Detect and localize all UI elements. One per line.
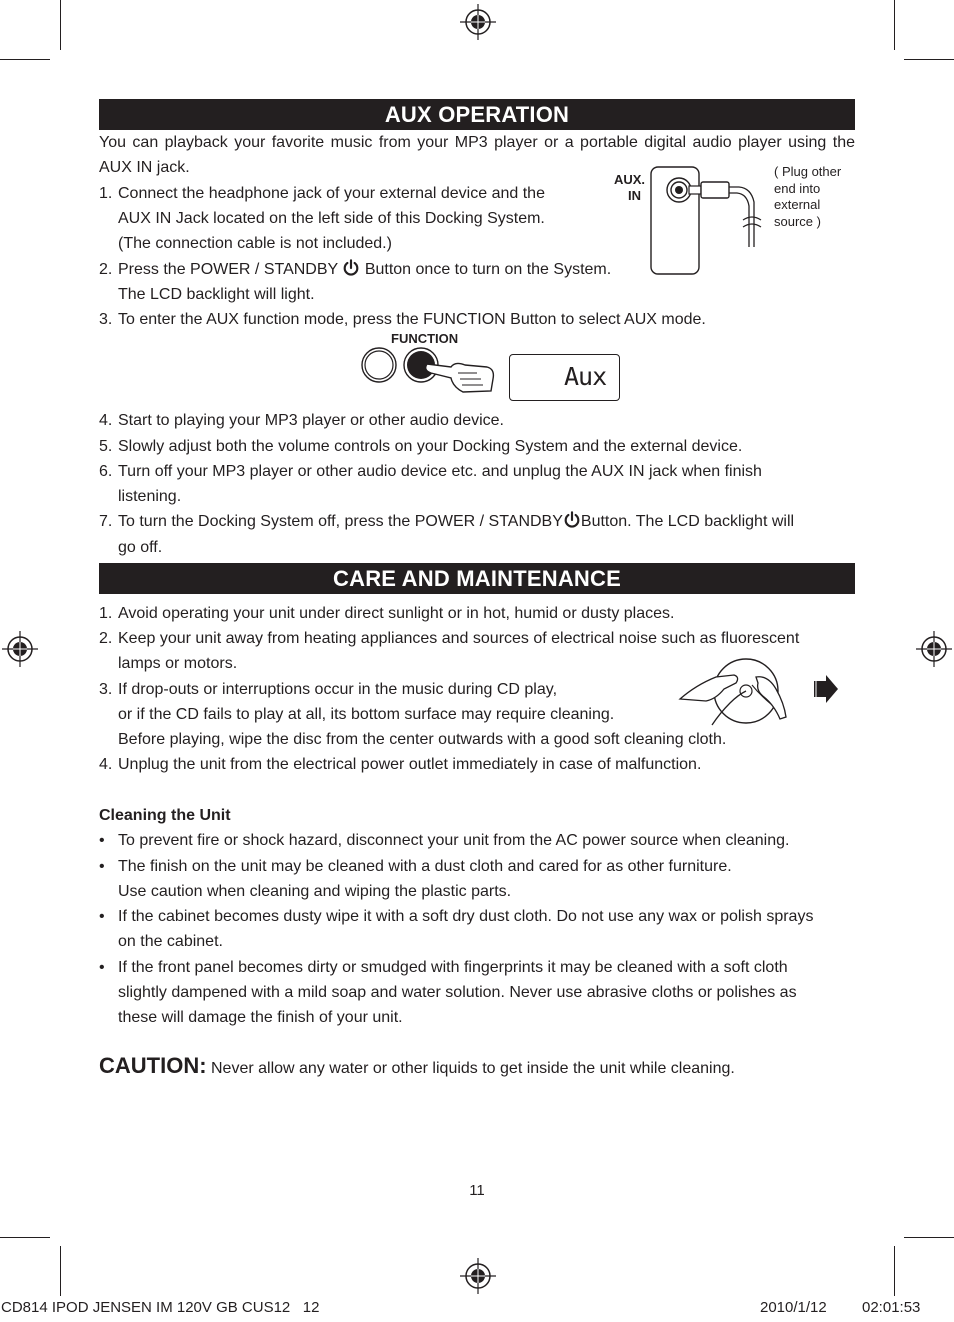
bullet: • [99,908,105,925]
crop-mark [904,1237,954,1238]
aux-note: end into [774,181,821,196]
cleaning-text: slightly dampened with a mild soap and water solution. Never use abrasive cloths or polishes as [118,984,797,1001]
step-text: AUX IN Jack located on the left side of this Docking System. [118,210,545,227]
crop-mark [904,59,954,60]
step-number: 6. [99,463,113,480]
step-text: Start to playing your MP3 player or other audio device. [118,412,504,429]
care-number: 1. [99,605,113,622]
crop-mark [60,0,61,50]
care-text: lamps or motors. [118,655,238,672]
aux-label: IN [628,188,641,203]
step-text-part: To turn the Docking System off, press the POWER / STANDBY [118,513,563,530]
cleaning-text: If the front panel becomes dirty or smudged with fingerprints it may be cleaned with a soft cloth [118,959,788,976]
step-text: The LCD backlight will light. [118,286,315,303]
step-text: listening. [118,488,182,505]
registration-mark-icon [1,630,39,668]
care-number: 3. [99,681,113,698]
power-icon [563,511,581,529]
cleaning-heading: Cleaning the Unit [99,807,231,824]
aux-note: source ) [774,214,821,229]
registration-mark-icon [915,630,953,668]
registration-mark-icon [459,1257,497,1295]
cleaning-text: The finish on the unit may be cleaned with a dust cloth and cared for as other furniture. [118,858,732,875]
step-text [118,257,611,282]
step-text-part: Button once to turn on the System. [364,261,612,278]
cleaning-text: If the cabinet becomes dusty wipe it with a soft dry dust cloth. Do not use any wax or polish sprays [118,908,814,925]
care-text: or if the CD fails to play at all, its bottom surface may require cleaning. [118,706,615,723]
step-number: 1. [99,185,113,202]
cd-cleaning-illustration [676,655,842,727]
step-text [118,509,794,534]
aux-jack-diagram [645,162,770,278]
aux-intro: You can playback your favorite music from your MP3 player or a portable digital audio player using the AUX IN jack. [99,134,855,176]
care-number: 2. [99,630,113,647]
bullet: • [99,832,105,849]
step-number: 5. [99,438,113,455]
care-text: Before playing, wipe the disc from the center outwards with a good soft cleaning cloth. [118,731,727,748]
step-text-part: Press the POWER / STANDBY [118,261,338,278]
cleaning-text: Use caution when cleaning and wiping the plastic parts. [118,883,512,900]
care-text: Keep your unit away from heating appliances and sources of electrical noise such as fluorescent [118,630,800,647]
aux-section-title: AUX OPERATION [99,99,855,130]
lcd-display [509,354,620,401]
function-label: FUNCTION [391,331,459,346]
aux-note: external [774,197,821,212]
step-text: Turn off your MP3 player or other audio device etc. and unplug the AUX IN jack when finish [118,463,762,480]
step-text-part: Button. The LCD backlight will [580,513,795,530]
cleaning-text: on the cabinet. [118,933,223,950]
caution-text: Never allow any water or other liquids to get inside the unit while cleaning. [211,1060,735,1077]
crop-mark [894,0,895,50]
lcd-text: Aux [564,362,607,391]
function-button-illustration [355,345,500,395]
crop-mark [0,1237,50,1238]
footer-job-info: CD814 IPOD JENSEN IM 120V GB CUS12 12 [1,1299,320,1316]
crop-mark [894,1246,895,1296]
page-number: 11 [469,1182,485,1199]
step-text: (The connection cable is not included.) [118,235,392,252]
power-icon [342,259,360,277]
step-number: 4. [99,412,113,429]
step-number: 7. [99,513,113,530]
cleaning-text: these will damage the finish of your unit. [118,1009,403,1026]
bullet: • [99,959,105,976]
crop-mark [60,1246,61,1296]
step-number: 3. [99,311,113,328]
step-text: To enter the AUX function mode, press the FUNCTION Button to select AUX mode. [118,311,706,328]
aux-note: ( Plug other [774,164,842,179]
step-number: 2. [99,261,113,278]
registration-mark-icon [459,3,497,41]
footer-date: 2010/1/12 [760,1299,827,1316]
care-number: 4. [99,756,113,773]
crop-mark [0,59,50,60]
care-text: Unplug the unit from the electrical power outlet immediately in case of malfunction. [118,756,702,773]
footer-time: 02:01:53 [862,1299,921,1316]
care-text: Avoid operating your unit under direct sunlight or in hot, humid or dusty places. [118,605,675,622]
step-text: Connect the headphone jack of your external device and the [118,185,545,202]
step-text: Slowly adjust both the volume controls on your Docking System and the external device. [118,438,743,455]
cleaning-text: To prevent fire or shock hazard, disconnect your unit from the AC power source when cleaning. [118,832,790,849]
care-section-title: CARE AND MAINTENANCE [99,563,855,594]
caution-line [99,1050,735,1085]
care-text: If drop-outs or interruptions occur in the music during CD play, [118,681,558,698]
caution-label: CAUTION: [99,1053,207,1078]
aux-label: AUX. [613,172,645,187]
bullet: • [99,858,105,875]
step-text: go off. [118,539,163,556]
